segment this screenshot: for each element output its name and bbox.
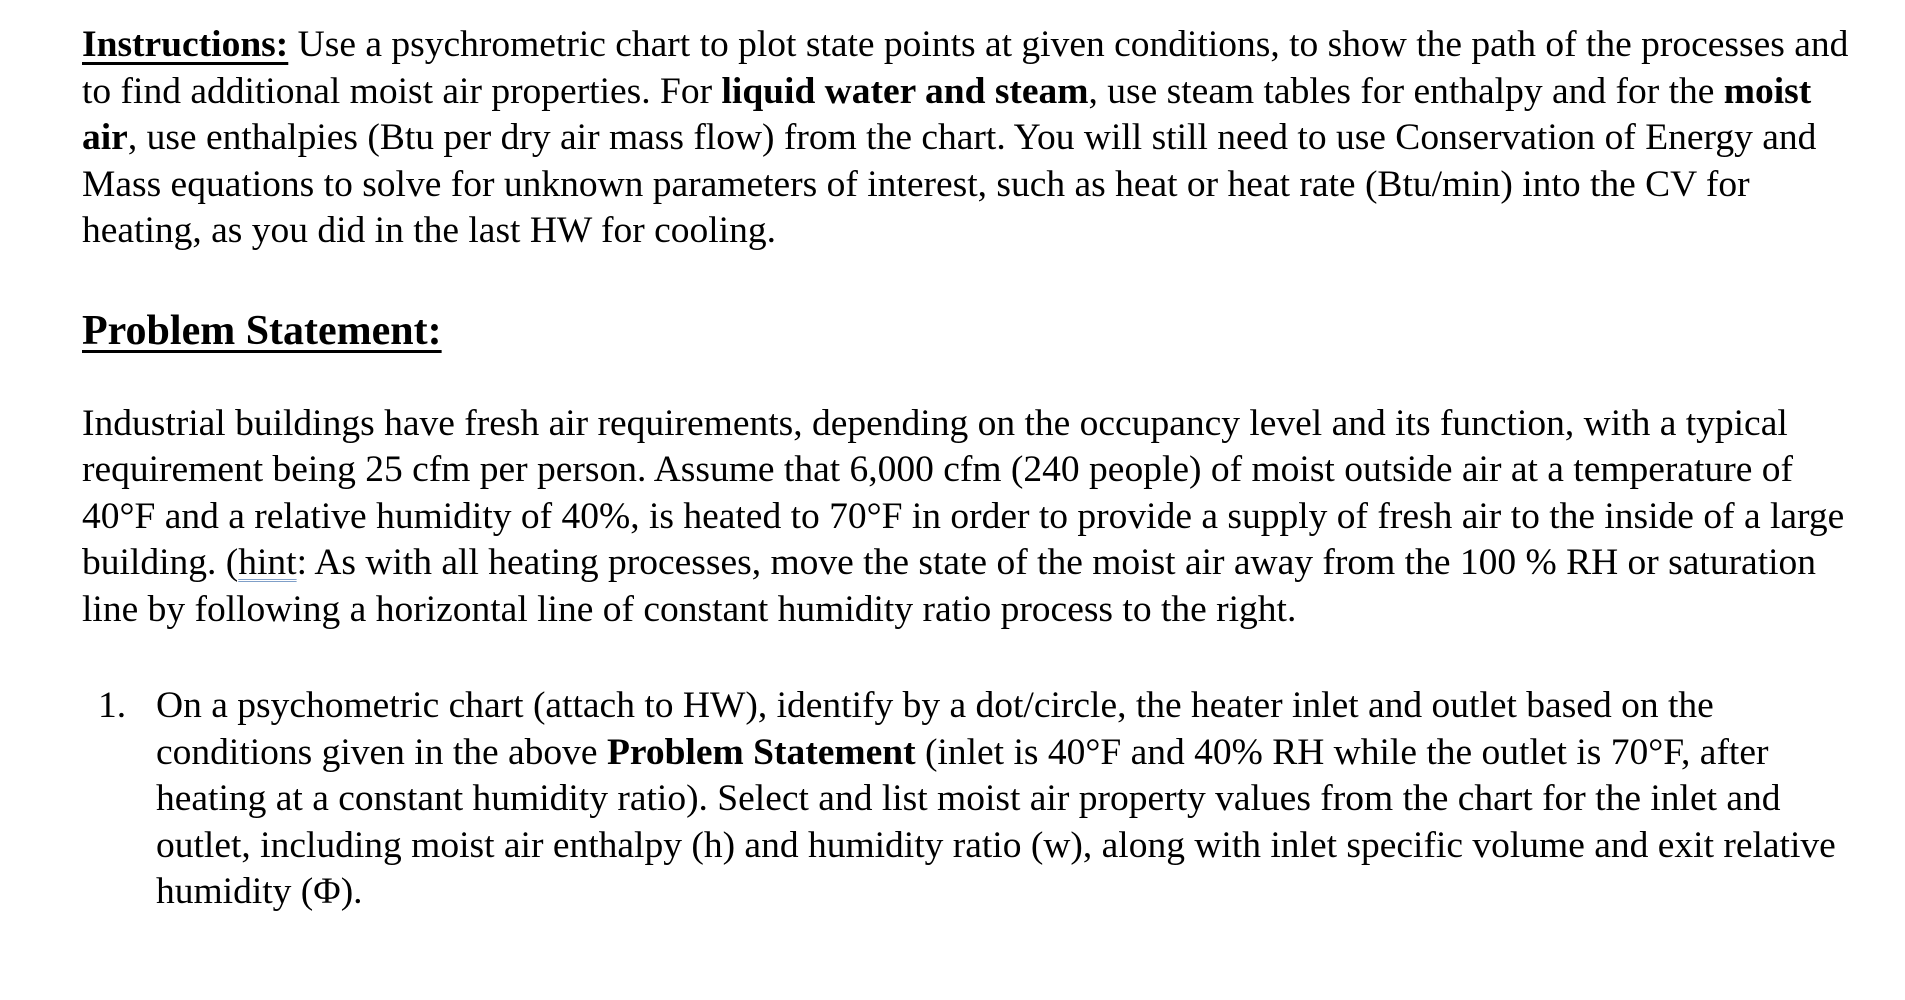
instructions-text-3: , use enthalpies (Btu per dry air mass flow) from the chart. You will still need to use Conservation of Energy and Mass equations to solve for unknown parameters of interest, such as heat or heat rate (Btu/min) into the CV for heating, as you did in the last HW for cooling.	[82, 117, 1817, 251]
problem-text-1: Industrial buildings have fresh air requirements, depending on the occupancy level and its function, with a typical requirement being 25 cfm per person. Assume that 6,000 cfm (240 people) of moist outside air at a temperature of 40°F and a relative humidity of 40%, is heated to 70°F in order to provide a supply of fresh air to the inside of a large building. (	[82, 402, 1845, 583]
question-number: 1.	[98, 685, 127, 726]
instructions-paragraph	[82, 22, 1872, 255]
question-text-2: (inlet is 40°F and 40% RH while the outlet is 70°F, after heating at a constant humidity ratio). Select and list moist air property values from the chart for the inlet and outlet, including moist air enthalpy (h) and humidity ratio (w), along with inlet specific volume and exit relative humidity (Φ).	[156, 731, 1836, 912]
instructions-text-2: , use steam tables for enthalpy and for the	[1088, 70, 1724, 112]
problem-statement-paragraph	[82, 401, 1872, 634]
question-text-1: On a psychometric chart (attach to HW), identify by a dot/circle, the heater inlet and outlet based on the conditions given in the above	[156, 685, 1714, 773]
hint-word: hint	[238, 542, 297, 583]
question-bold-problem-statement: Problem Statement	[606, 731, 916, 773]
instructions-bold-moist-air: moist air	[82, 70, 1812, 158]
instructions-bold-liquid-water: liquid water and steam	[721, 70, 1089, 112]
question-list	[82, 683, 1872, 916]
problem-statement-heading: Problem Statement:	[82, 307, 442, 354]
question-text	[156, 683, 1872, 916]
instructions-text-1: Use a psychrometric chart to plot state points at given conditions, to show the path of the processes and to find additional moist air properties. For	[82, 24, 1849, 112]
problem-text-2: : As with all heating processes, move the state of the moist air away from the 100 % RH or saturation line by following a horizontal line of constant humidity ratio process to the right.	[82, 542, 1817, 630]
instructions-heading: Instructions:	[82, 24, 289, 65]
document-page	[82, 18, 1872, 916]
list-item	[82, 683, 1872, 916]
